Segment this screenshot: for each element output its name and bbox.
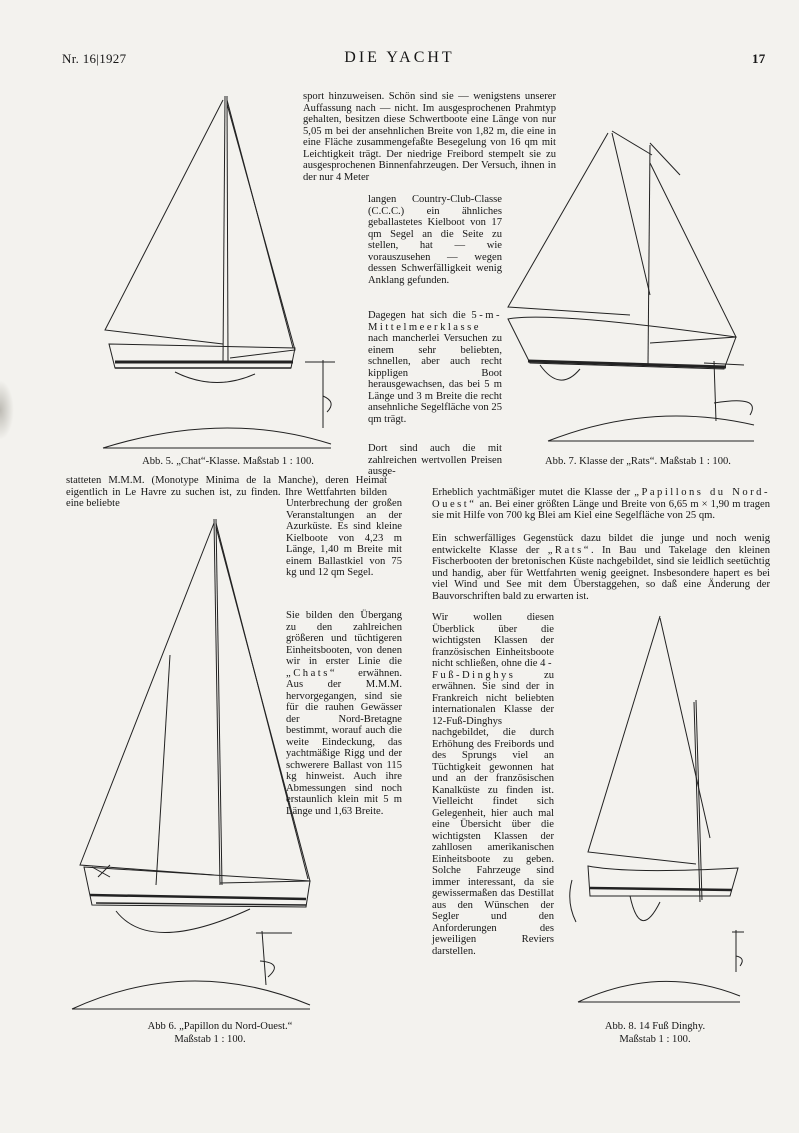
body-text-fragment: an. Bei einer größten Länge und Breite von 6,65 m × 1,90 m tragen sie mit Hilfe von 700 kg Blei am Kiel eine Segelfläche von 25 qm. bbox=[432, 498, 770, 521]
figure-8-dinghy-drawing bbox=[560, 612, 740, 1022]
figure-7-caption: Abb. 7. Klasse der „Rats“. Maßstab 1 : 100. bbox=[545, 456, 731, 467]
body-text-fragment: zu erwähnen. Sie sind der in Frankreich nicht beliebten internationalen Klasse der 12-Fuß-Dinghys nachgebildet, die durch Erhöhung des Freibords und des Sprungs viel an Tüchtigkeit gewonnen hat und an der französischen Kanalküste zu finden ist. Vielleicht findet sich Gelegenheit, hier auch mal eine Übersicht über die wichtigsten Klassen der zahllosen amerikanischen Einheitsboote zu geben. Solche Fahrzeuge sind immer interessant, da sie gewissermaßen das Destillat aus den Wünschen der Segler und den Anforderungen des jeweiligen Reviers darstellen. bbox=[432, 669, 554, 957]
body-text-right-1 bbox=[432, 487, 770, 522]
class-name-mittelmeer: 5-m-Mittelmeerklasse bbox=[368, 310, 502, 333]
body-text-fragment: Wir wollen diesen Überblick über die wichtigsten Klassen der französischen Einheitsboote nicht schließen, ohne die bbox=[432, 612, 554, 669]
body-text-middle-3: Dort sind auch die mit zahlreichen wertvollen Preisen ausge- bbox=[368, 443, 502, 477]
figure-6-caption-line2: Maßstab 1 : 100. bbox=[174, 1034, 246, 1045]
figure-8-caption-line1: Abb. 8. 14 Fuß Dinghy. bbox=[604, 1021, 706, 1032]
class-name-rats: „Rats“ bbox=[547, 544, 591, 556]
body-text-middle-1: langen Country-Club-Classe (C.C.C.) ein ähnliches geballastetes Kielboot von 17 qm Segel an die Seite zu stellen, hat — wie vorauszusehen — wegen dessen Schwerfälligkeit wenig Anklang gefunden. bbox=[368, 194, 502, 286]
body-text-lower-a: Unterbrechung der großen Veranstaltungen an der Azurküste. Es sind kleine Kielboote von 4,23 m Länge, 1,40 m Breite mit einem Ballastkiel von 75 kg und 12 qm Segel. bbox=[286, 498, 402, 578]
issue-number: Nr. 16|1927 bbox=[62, 51, 127, 66]
class-name-chats: „Chats“ bbox=[286, 667, 338, 679]
journal-title: DIE YACHT bbox=[344, 49, 455, 66]
body-text-fragment: . In Bau und Takelage den kleinen Fischerbooten der bretonischen Küste nachgebildet, sind sie leidlich seetüchtig und handig, aber für Wettfahrten wenig geeignet. Insbesondere hapert es bei viel Wind und See mit dem Überstaggehen, so daß eine Änderung der Bauvorschriften bald zu erwarten ist. bbox=[432, 544, 770, 602]
body-text-fragment: nach mancherlei Versuchen zu einem sehr beliebten, schnellen, aber auch recht kippligen Boot herausgewachsen, das bei 5 m Länge und 3 m Breite die recht ansehnliche Segelfläche von 25 qm trägt. bbox=[368, 333, 502, 425]
class-name-dinghys: 4-Fuß-Dinghys bbox=[432, 658, 554, 681]
body-text-fragment: Ein schwerfälliges Gegenstück dazu bildet die junge und noch wenig entwickelte Klasse der bbox=[432, 533, 770, 556]
body-text-right-2 bbox=[432, 533, 770, 602]
figure-5-caption: Abb. 5. „Chat“-Klasse. Maßstab 1 : 100. bbox=[142, 456, 314, 467]
page-number: 17 bbox=[752, 51, 766, 66]
body-text-middle-2 bbox=[368, 310, 502, 425]
body-text-right-3 bbox=[432, 612, 554, 957]
class-name-papillons: „Papillons du Nord-Ouest“ bbox=[432, 487, 770, 510]
body-text-top: sport hinzuweisen. Schön sind sie — wenigstens unserer Auffassung nach — nicht. Im ausgesprochenen Prahmtyp gehalten, besitzen diese Schwertboote eine Länge von nur 5,05 m bei der ansehnlichen Breite von 1,82 m, die eine in eine Fläche zusammengefaßte Besegelung von 16 qm mit Leichtigkeit trägt. Der niedrige Freibord stempelt sie zu ausgesprochenen Binnenfahrzeugen. Der Versuch, ihnen in der nur 4 Meter bbox=[303, 91, 556, 183]
body-text-fragment: Erheblich yachtmäßiger mutet die Klasse der bbox=[432, 487, 635, 498]
figure-6-caption-line1: Abb 6. „Papillon du Nord-Ouest.“ bbox=[147, 1021, 293, 1032]
body-text-wide: statteten M.M.M. (Monotype Minima de la Manche), deren Heimat eigentlich in Le Havre zu suchen ist, zu finden. Ihre Wettfahrten bilden eine beliebte bbox=[66, 475, 387, 509]
body-text-fragment: Dagegen hat sich die bbox=[368, 310, 472, 321]
body-text-lower-b bbox=[286, 610, 402, 817]
page-edge-stain bbox=[0, 380, 14, 440]
figure-8-caption-line2: Maßstab 1 : 100. bbox=[619, 1034, 691, 1045]
body-text-fragment: erwähnen. Aus der M.M.M. hervorgegangen, sind sie für die rauhen Gewässer der Nord-Bretagne bestimmt, worauf auch die weite Eindeckung, das yachtmäßige Rigg und der schwerere Ballast von 115 kg hinweist. Auch ihre Abmessungen sind noch erstaunlich klein mit 5 m Länge und 1,63 Breite. bbox=[286, 667, 402, 817]
body-text-fragment: Sie bilden den Übergang zu den zahlreichen größeren und tüchtigeren Einheitsbooten, von denen wir in erster Linie die bbox=[286, 610, 402, 667]
